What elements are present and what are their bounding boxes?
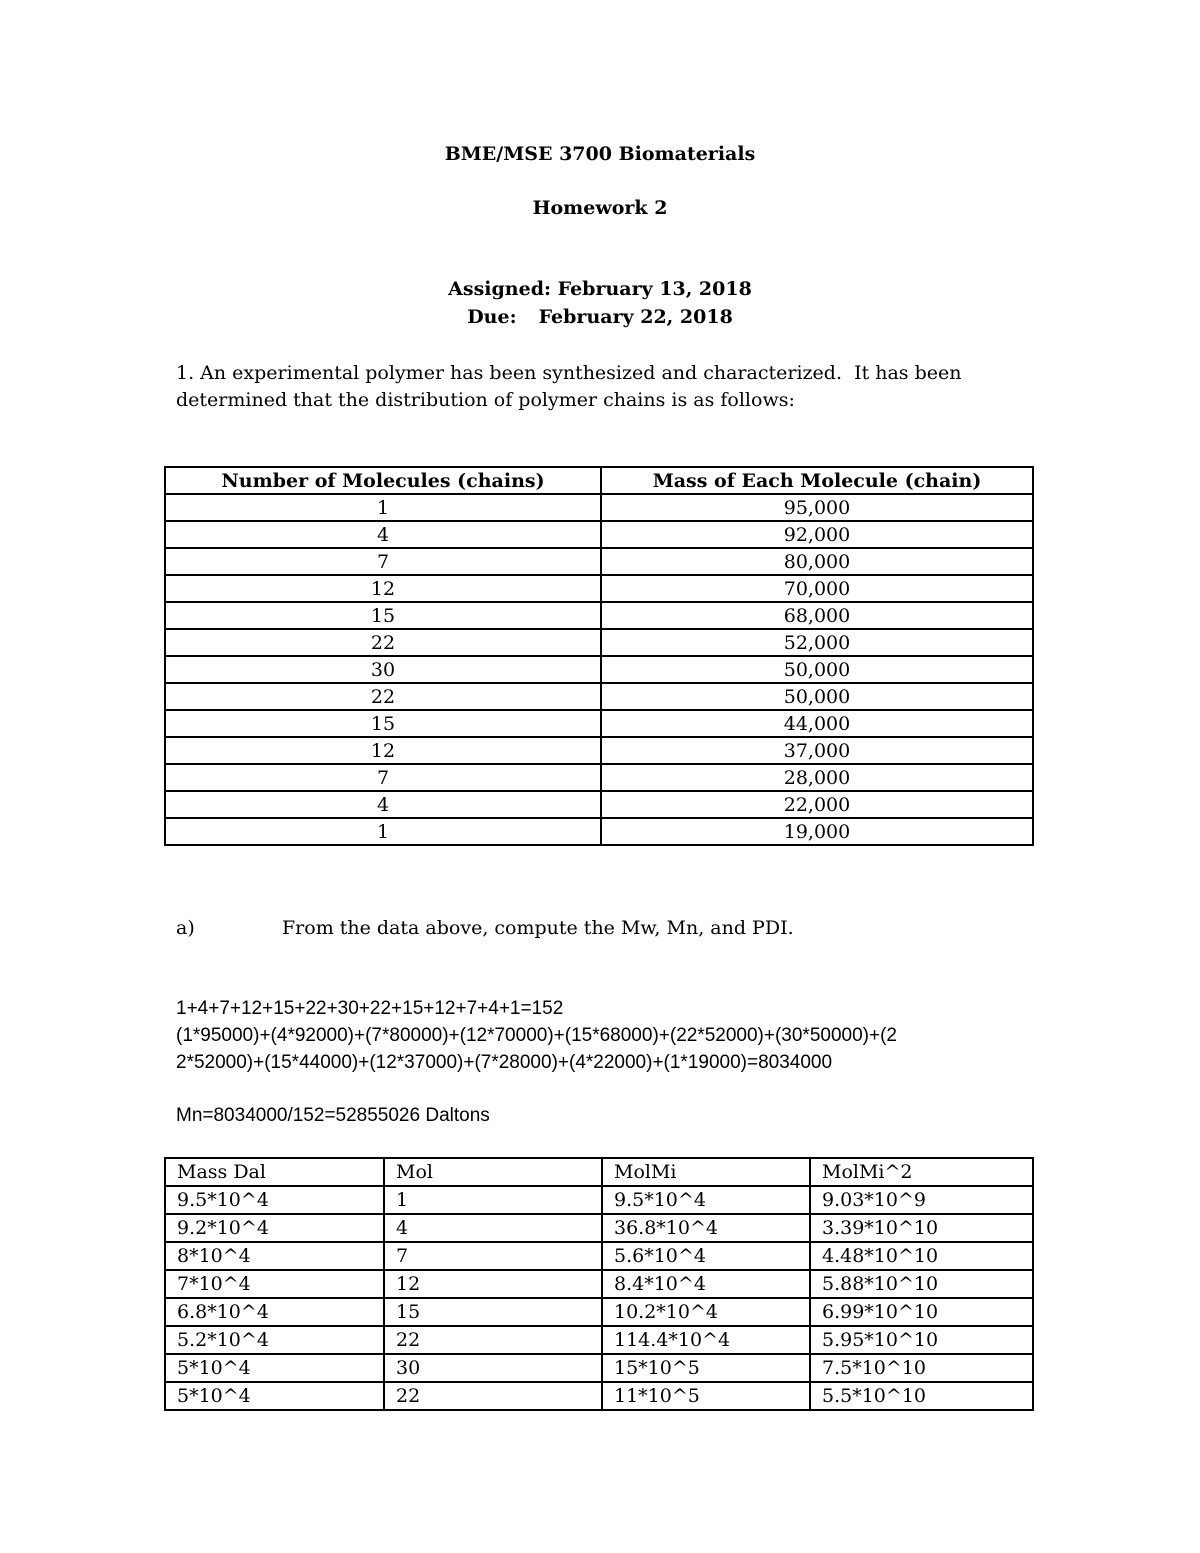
table-cell: 9.2*10^4 <box>165 1214 384 1242</box>
table-cell: 4 <box>165 521 601 548</box>
table-row <box>165 737 1033 764</box>
table-cell: 50,000 <box>601 683 1033 710</box>
table-cell: 70,000 <box>601 575 1033 602</box>
table-cell: 92,000 <box>601 521 1033 548</box>
due-date-line <box>0 306 1200 328</box>
table-cell: 50,000 <box>601 656 1033 683</box>
table-cell: 4 <box>165 791 601 818</box>
table-cell: 15 <box>165 710 601 737</box>
table-cell: 3.39*10^10 <box>810 1214 1033 1242</box>
table-cell: 5.95*10^10 <box>810 1326 1033 1354</box>
due-label: Due: <box>467 306 517 328</box>
table-cell: 95,000 <box>601 494 1033 521</box>
column-header: Mass of Each Molecule (chain) <box>601 467 1033 494</box>
distribution-table <box>164 466 1034 846</box>
table-cell: 30 <box>165 656 601 683</box>
table-row <box>165 629 1033 656</box>
table-row <box>165 764 1033 791</box>
molmass-table <box>164 1157 1034 1411</box>
question-1-line-2: determined that the distribution of polymer chains is as follows: <box>176 389 795 411</box>
table-cell: 22 <box>165 629 601 656</box>
table-cell: 12 <box>384 1270 602 1298</box>
table-cell: 22 <box>384 1326 602 1354</box>
table-cell: 22,000 <box>601 791 1033 818</box>
table-cell: 7 <box>165 764 601 791</box>
table-cell: 4.48*10^10 <box>810 1242 1033 1270</box>
table-cell: 36.8*10^4 <box>602 1214 810 1242</box>
table-cell: 44,000 <box>601 710 1033 737</box>
course-title: BME/MSE 3700 Biomaterials <box>444 143 756 165</box>
table-row <box>165 683 1033 710</box>
table-row <box>165 548 1033 575</box>
table-row <box>165 791 1033 818</box>
column-header: Number of Molecules (chains) <box>165 467 601 494</box>
table-cell: 19,000 <box>601 818 1033 845</box>
part-a-question <box>176 917 794 939</box>
table-cell: 15 <box>384 1298 602 1326</box>
due-date: February 22, 2018 <box>538 306 733 328</box>
table-cell: 7*10^4 <box>165 1270 384 1298</box>
table-cell: 1 <box>165 818 601 845</box>
product-line-1: (1*95000)+(4*92000)+(7*80000)+(12*70000)+(15*68000)+(22*52000)+(30*50000)+(2 <box>176 1025 897 1046</box>
table-row <box>165 1298 1033 1326</box>
table-cell: 80,000 <box>601 548 1033 575</box>
table-cell: 114.4*10^4 <box>602 1326 810 1354</box>
table-cell: 52,000 <box>601 629 1033 656</box>
table-cell: 30 <box>384 1354 602 1382</box>
table-cell: 8*10^4 <box>165 1242 384 1270</box>
table-cell: 9.5*10^4 <box>602 1186 810 1214</box>
table-cell: 1 <box>384 1186 602 1214</box>
table-header-row <box>165 467 1033 494</box>
table-cell: 15 <box>165 602 601 629</box>
table-row <box>165 1354 1033 1382</box>
table-row <box>165 818 1033 845</box>
table-row <box>165 1242 1033 1270</box>
table-cell: 22 <box>165 683 601 710</box>
column-header: MolMi^2 <box>810 1158 1033 1186</box>
table-row <box>165 656 1033 683</box>
table-row <box>165 521 1033 548</box>
table-cell: 6.99*10^10 <box>810 1298 1033 1326</box>
column-header: Mass Dal <box>165 1158 384 1186</box>
table-row <box>165 1326 1033 1354</box>
table-cell: 11*10^5 <box>602 1382 810 1410</box>
table-cell: 4 <box>384 1214 602 1242</box>
part-a-text: From the data above, compute the Mw, Mn, and PDI. <box>282 917 794 939</box>
homework-title: Homework 2 <box>532 197 668 219</box>
table-header-row <box>165 1158 1033 1186</box>
table-cell: 7 <box>165 548 601 575</box>
table-cell: 7.5*10^10 <box>810 1354 1033 1382</box>
table-row <box>165 575 1033 602</box>
column-header: Mol <box>384 1158 602 1186</box>
table-row <box>165 494 1033 521</box>
table-cell: 5*10^4 <box>165 1382 384 1410</box>
table-cell: 68,000 <box>601 602 1033 629</box>
column-header: MolMi <box>602 1158 810 1186</box>
table-cell: 9.03*10^9 <box>810 1186 1033 1214</box>
table-cell: 8.4*10^4 <box>602 1270 810 1298</box>
table-cell: 15*10^5 <box>602 1354 810 1382</box>
table-row <box>165 1270 1033 1298</box>
mn-result: Mn=8034000/152=52855026 Daltons <box>176 1105 490 1126</box>
product-line-2: 2*52000)+(15*44000)+(12*37000)+(7*28000)+(4*22000)+(1*19000)=8034000 <box>176 1052 833 1073</box>
question-1-text <box>176 360 1036 414</box>
table-cell: 5*10^4 <box>165 1354 384 1382</box>
table-row <box>165 1186 1033 1214</box>
table-cell: 5.88*10^10 <box>810 1270 1033 1298</box>
table-cell: 5.5*10^10 <box>810 1382 1033 1410</box>
question-1-line-1: 1. An experimental polymer has been synthesized and characterized. It has been <box>176 362 962 384</box>
table-cell: 9.5*10^4 <box>165 1186 384 1214</box>
assigned-date: Assigned: February 13, 2018 <box>448 278 752 300</box>
table-cell: 1 <box>165 494 601 521</box>
part-a-label: a) <box>176 917 195 939</box>
table-cell: 10.2*10^4 <box>602 1298 810 1326</box>
table-cell: 6.8*10^4 <box>165 1298 384 1326</box>
table-row <box>165 710 1033 737</box>
sum-line: 1+4+7+12+15+22+30+22+15+12+7+4+1=152 <box>176 998 564 1019</box>
table-row <box>165 602 1033 629</box>
table-cell: 37,000 <box>601 737 1033 764</box>
table-cell: 22 <box>384 1382 602 1410</box>
table-row <box>165 1214 1033 1242</box>
table-cell: 7 <box>384 1242 602 1270</box>
calculation-block <box>176 995 1036 1076</box>
table-cell: 12 <box>165 575 601 602</box>
table-cell: 12 <box>165 737 601 764</box>
table-cell: 5.6*10^4 <box>602 1242 810 1270</box>
table-row <box>165 1382 1033 1410</box>
table-cell: 28,000 <box>601 764 1033 791</box>
table-cell: 5.2*10^4 <box>165 1326 384 1354</box>
